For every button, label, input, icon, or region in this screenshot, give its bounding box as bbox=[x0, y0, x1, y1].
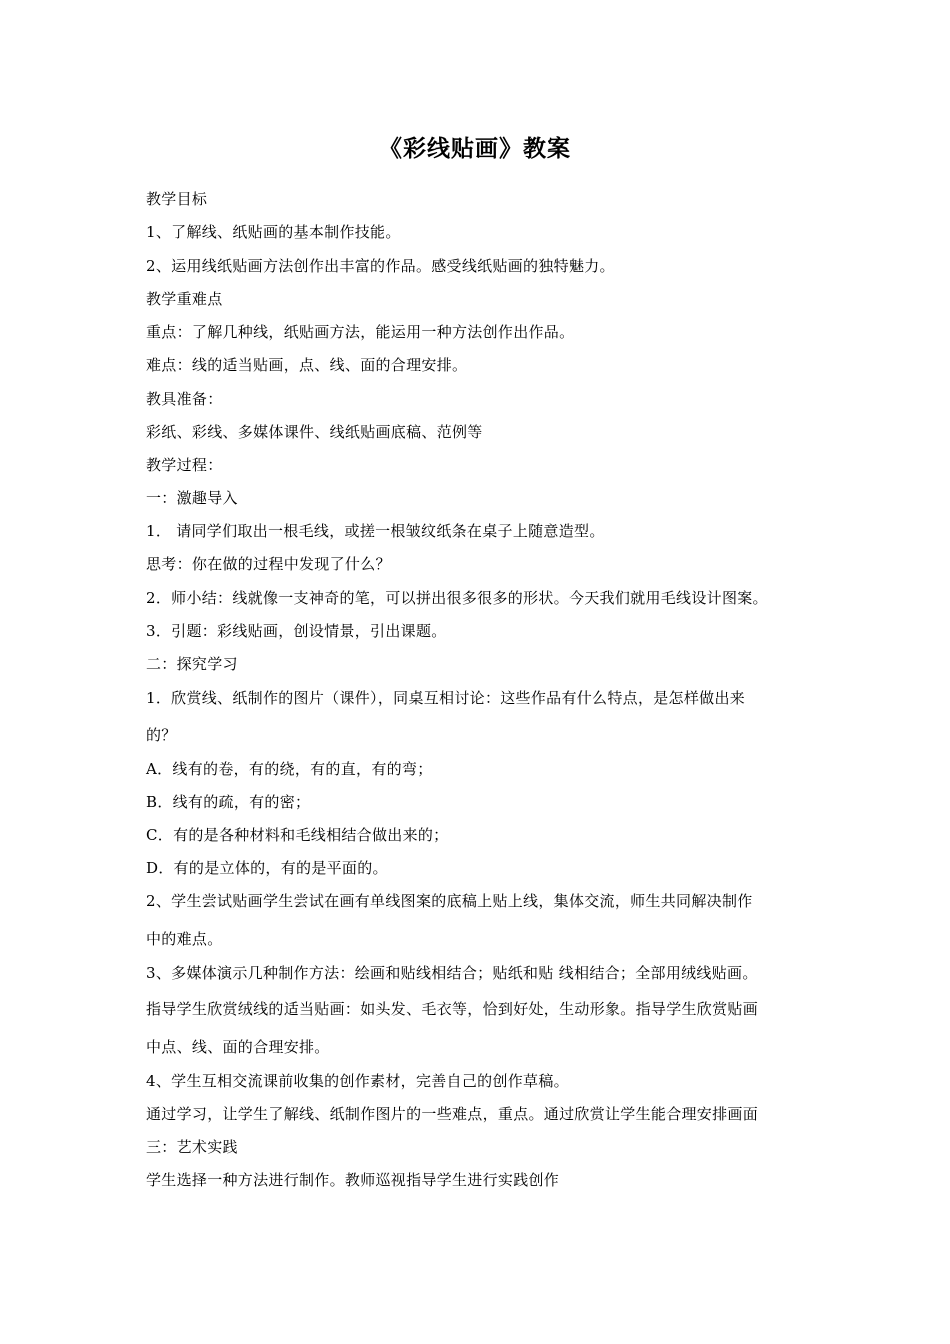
text-line: 重点：了解几种线，纸贴画方法，能运用一种方法创作出作品。 bbox=[146, 323, 575, 341]
text-line: 2．师小结：线就像一支神奇的笔，可以拼出很多很多的形状。今天我们就用毛线设计图案。 bbox=[146, 589, 768, 607]
text-line: 中点、线、面的合理安排。 bbox=[146, 1038, 330, 1056]
text-line: 2、学生尝试贴画学生尝试在画有单线图案的底稿上贴上线，集体交流，师生共同解决制作 bbox=[146, 892, 753, 910]
list-item: B．线有的疏，有的密； bbox=[146, 793, 311, 811]
list-item: A．线有的卷，有的绕，有的直，有的弯； bbox=[146, 760, 433, 778]
section-heading: 一：激趣导入 bbox=[146, 489, 238, 507]
text-line: 彩纸、彩线、多媒体课件、线纸贴画底稿、范例等 bbox=[146, 423, 483, 441]
section-heading: 三：艺术实践 bbox=[146, 1138, 238, 1156]
text-line: 2、运用线纸贴画方法创作出丰富的作品。感受线纸贴画的独特魅力。 bbox=[146, 257, 615, 275]
text-line: 中的难点。 bbox=[146, 930, 223, 948]
text-line: 难点：线的适当贴画，点、线、面的合理安排。 bbox=[146, 356, 468, 374]
heading-key-points: 教学重难点 bbox=[146, 290, 223, 308]
list-item: C．有的是各种材料和毛线相结合做出来的； bbox=[146, 826, 449, 844]
text-line: 1．欣赏线、纸制作的图片（课件），同桌互相讨论：这些作品有什么特点，是怎样做出来 bbox=[146, 689, 746, 707]
text-line: 1． 请同学们取出一根毛线，或搓一根皱纹纸条在桌子上随意造型。 bbox=[146, 522, 605, 540]
text-line: 通过学习，让学生了解线、纸制作图片的一些难点，重点。通过欣赏让学生能合理安排画面 bbox=[146, 1105, 759, 1123]
text-line: 思考：你在做的过程中发现了什么？ bbox=[146, 555, 391, 573]
text-line: 1、了解线、纸贴画的基本制作技能。 bbox=[146, 223, 401, 241]
text-line: 学生选择一种方法进行制作。教师巡视指导学生进行实践创作 bbox=[146, 1171, 560, 1189]
heading-process: 教学过程： bbox=[146, 456, 223, 474]
text-line: 4、学生互相交流课前收集的创作素材，完善自己的创作草稿。 bbox=[146, 1072, 569, 1090]
text-line: 的？ bbox=[146, 726, 177, 744]
document-title: 《彩线贴画》教案 bbox=[379, 135, 571, 162]
section-heading: 二：探究学习 bbox=[146, 655, 238, 673]
text-line: 指导学生欣赏绒线的适当贴画：如头发、毛衣等，恰到好处，生动形象。指导学生欣赏贴画 bbox=[146, 1000, 759, 1018]
list-item: D．有的是立体的，有的是平面的。 bbox=[146, 859, 388, 877]
text-line: 3．引题：彩线贴画，创设情景，引出课题。 bbox=[146, 622, 447, 640]
heading-teaching-goals: 教学目标 bbox=[146, 190, 208, 208]
text-line: 3、多媒体演示几种制作方法：绘画和贴线相结合；贴纸和贴 线相结合；全部用绒线贴画。 bbox=[146, 964, 758, 982]
heading-materials: 教具准备： bbox=[146, 390, 223, 408]
